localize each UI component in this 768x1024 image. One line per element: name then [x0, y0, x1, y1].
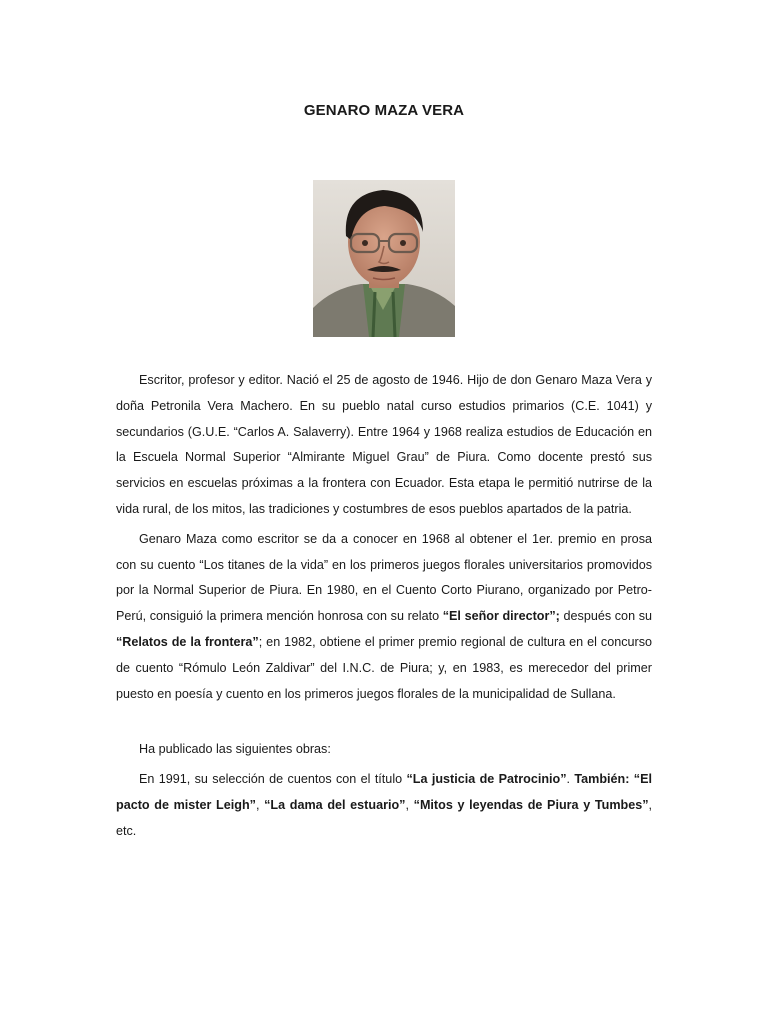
bold-text-run: “La justicia de Patrocinio” — [406, 772, 567, 787]
text-run: después con su — [563, 609, 653, 624]
bold-text-run: “Relatos de la frontera” — [116, 634, 259, 649]
bold-text-run: “El señor director”; — [442, 609, 564, 624]
text-run: ; en 1982, obtiene el primer premio regional de cultura en el concurso de cuento “Rómulo León Zaldivar” del I.N.C. de Piura; y, en 1983, es merecedor del primer puesto en poesía y cuento en los primeros juegos florales de la municipalidad de Sullana. — [116, 634, 652, 701]
text-run: Escritor, profesor y editor. Nació el 25 de agosto de 1946. Hijo de don Genaro Maza Vera y doña Petronila Vera Machero. En su pueblo natal curso estudios primarios (C.E. 1041) y secundarios (G.U.E. “Carlos A. Salaverry). Entre 1964 y 1968 realiza estudios de Educación en la Escuela Normal Superior “Almirante Miguel Grau” de Piura. Como docente prestó sus servicios en escuelas próximas a la frontera con Ecuador. Esta etapa le permitió nutrirse de la vida rural, de los mitos, las tradiciones y costumbres de esos pueblos apartados de la patria. — [116, 373, 652, 516]
paragraph — [116, 737, 652, 763]
page-title: GENARO MAZA VERA — [303, 102, 465, 119]
paragraph — [116, 527, 652, 708]
bold-text-run: “La dama del estuario” — [264, 797, 406, 812]
text-run: Ha publicado las siguientes obras: — [139, 742, 331, 757]
paragraph — [116, 368, 652, 523]
text-run: En 1991, su selección de cuentos con el título — [139, 772, 407, 787]
text-run: , — [405, 797, 414, 812]
text-run: . — [566, 772, 575, 787]
author-portrait-photo — [313, 180, 455, 337]
biography-text — [116, 368, 652, 849]
text-run: , — [255, 797, 265, 812]
paragraph — [116, 767, 652, 844]
text-run: Genaro Maza como escritor se da a conocer en 1968 al obtener el 1er. premio en prosa con su cuento “Los titanes de la vida” en los primeros juegos florales universitarios promovidos por la Normal Superior de Piura. En 1980, en el Cuento Corto Piurano, organizado por Petro-Perú, consiguió la primera mención honrosa con su relato — [116, 531, 652, 624]
bold-text-run: “Mitos y leyendas de Piura y Tumbes” — [413, 797, 649, 812]
bold-text-run: También: “El pacto de mister Leigh” — [116, 772, 652, 812]
text-run: , etc. — [116, 797, 653, 838]
